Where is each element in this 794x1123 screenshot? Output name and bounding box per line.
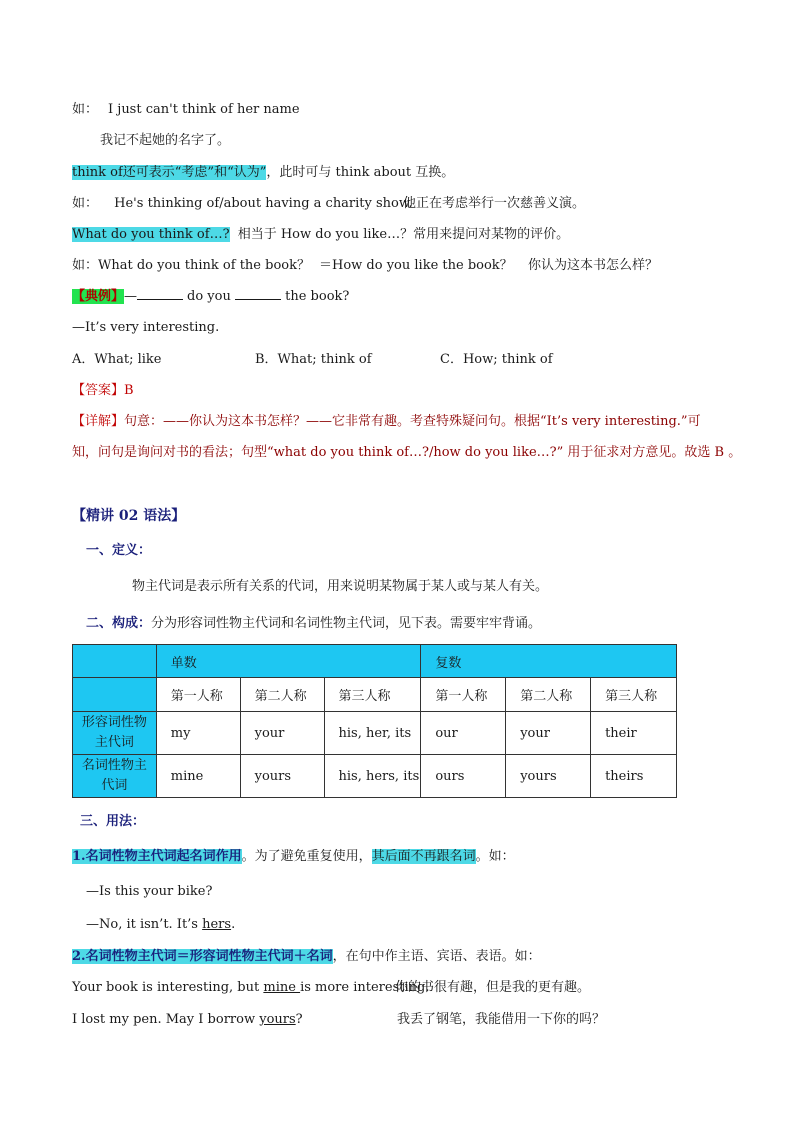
what-think-line: What do you think of…? 相当于 How do you like…？常用来提问对某物的评价。	[72, 227, 570, 242]
table-cell: your	[506, 712, 591, 755]
example2-line: 如： He's thinking of/about having a charity show. 他正在考虑举行一次慈善义演。	[72, 196, 586, 211]
usage-example-1: Your book is interesting, but mine is more interesting. 你的书很有趣，但是我的更有趣。	[72, 980, 591, 995]
dialog-line-1: —Is this your bike?	[86, 884, 213, 899]
row-label: 名词性物主代词	[73, 755, 157, 798]
usage-example-2: I lost my pen. May I borrow yours? 我丢了钢笔，我能借用一下你的吗？	[72, 1012, 606, 1027]
table-cell: your	[240, 712, 324, 755]
table-cell: theirs	[591, 755, 677, 798]
pronoun-table	[72, 644, 677, 798]
exercise-detail-2: 知，问句是询问对书的看法；句型“what do you think of…?/how do you like…?” 用于征求对方意见。故选 B 。	[72, 445, 742, 460]
exercise-answer-line: —It’s very interesting.	[72, 320, 220, 335]
table-cell: their	[591, 712, 677, 755]
person-header: 第二人称	[240, 678, 324, 712]
table-person-row	[73, 678, 677, 712]
header-singular: 单数	[156, 645, 421, 678]
usage-heading: 三、用法：	[80, 814, 146, 829]
example3-line: 如：What do you think of the book？ ＝How do you like the book？ 你认为这本书怎么样？	[72, 258, 659, 273]
table-cell: ours	[421, 755, 506, 798]
table-cell: my	[156, 712, 240, 755]
table-cell: yours	[240, 755, 324, 798]
example1-line: 如： I just can't think of her name	[72, 102, 300, 117]
usage-rule-2: 2.名词性物主代词＝形容词性物主代词＋名词，在句中作主语、宾语、表语。如：	[72, 949, 541, 964]
example1-translation: 我记不起她的名字了。	[100, 133, 231, 148]
person-header: 第二人称	[506, 678, 591, 712]
person-header: 第一人称	[156, 678, 240, 712]
blank-2[interactable]	[235, 287, 281, 300]
exercise-answer: 【答案】B	[72, 383, 134, 398]
table-header-row	[73, 645, 677, 678]
table-row	[73, 755, 677, 798]
table-cell: yours	[506, 755, 591, 798]
person-header: 第三人称	[324, 678, 421, 712]
construction-line: 二、构成：分为形容词性物主代词和名词性物主代词，见下表。需要牢牢背诵。	[86, 616, 542, 631]
option-c: C．How; think of	[440, 352, 553, 367]
exercise-tag: 【典例】	[72, 289, 125, 304]
table-cell: mine	[156, 755, 240, 798]
definition-heading: 一、定义：	[86, 543, 152, 558]
person-header: 第三人称	[591, 678, 677, 712]
option-a: A．What; like	[72, 352, 162, 367]
person-header: 第一人称	[421, 678, 506, 712]
table-cell: his, her, its	[324, 712, 421, 755]
option-b: B．What; think of	[255, 352, 372, 367]
dialog-line-2: —No, it isn’t. It’s hers.	[86, 917, 236, 932]
think-of-line: think of还可表示“考虑”和“认为”，此时可与 think about 互换。	[72, 165, 455, 180]
row-label: 形容词性物主代词	[73, 712, 157, 755]
section-title: 【精讲 02 语法】	[72, 508, 186, 524]
header-plural: 复数	[421, 645, 677, 678]
exercise-detail-1: 【详解】句意：——你认为这本书怎样？——它非常有趣。考查特殊疑问句。根据“It’s very interesting.”可	[72, 414, 701, 429]
usage-rule-1: 1.名词性物主代词起名词作用。为了避免重复使用，其后面不再跟名词。如：	[72, 849, 515, 864]
table-row	[73, 712, 677, 755]
exercise-question: 【典例】— do you the book?	[72, 289, 350, 304]
definition-text: 物主代词是表示所有关系的代词，用来说明某物属于某人或与某人有关。	[132, 579, 549, 594]
blank-1[interactable]	[137, 287, 183, 300]
table-cell: his, hers, its	[324, 755, 421, 798]
table-cell: our	[421, 712, 506, 755]
table-corner	[73, 645, 157, 678]
